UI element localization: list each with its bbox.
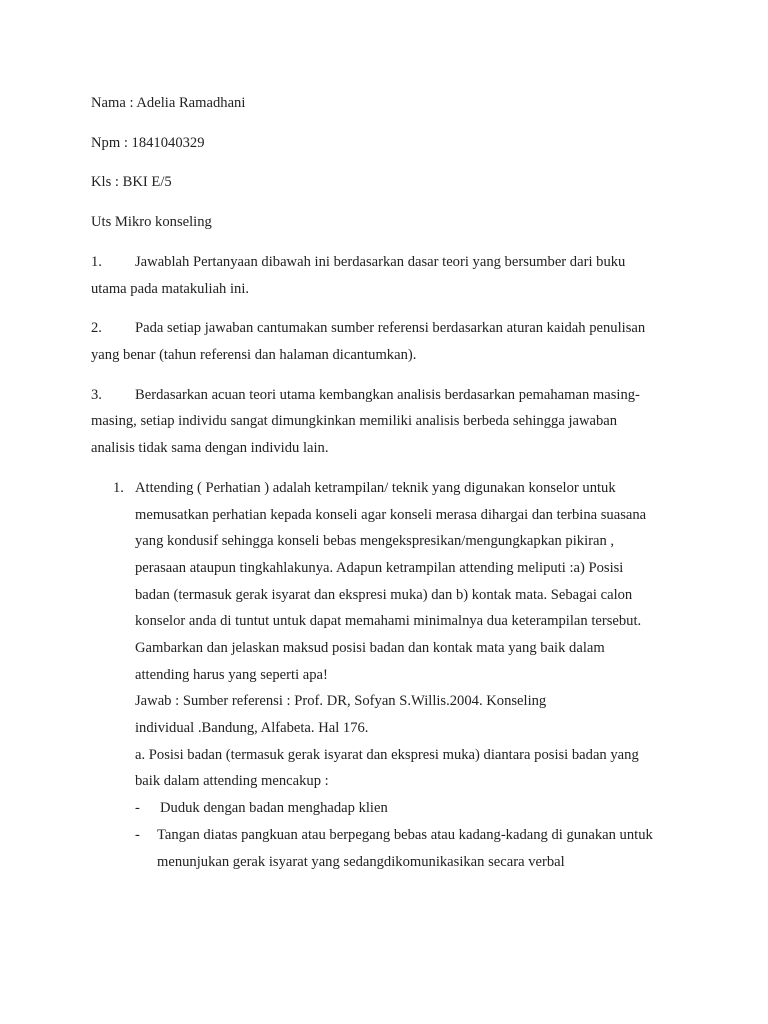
instruction-line: yang benar (tahun referensi dan halaman dicantumkan). [91,347,417,363]
answer-reference-line: individual .Bandung, Alfabeta. Hal 176. [135,720,369,736]
student-name: Nama : Adelia Ramadhani [91,95,246,111]
answer-reference-line: Jawab : Sumber referensi : Prof. DR, Sofyan S.Willis.2004. Konseling [135,693,547,709]
question-line: Gambarkan dan jelaskan maksud posisi badan dan kontak mata yang baik dalam [135,640,605,656]
question-line: konselor anda di tuntut untuk dapat memahami minimalnya dua keterampilan tersebut. [135,613,642,629]
instruction-line: masing, setiap individu sangat dimungkinkan memiliki analisis berbeda sehingga jawaban [91,413,618,429]
question-number: 1. [113,480,124,496]
student-npm: Npm : 1841040329 [91,135,205,151]
bullet-marker: - [135,800,140,816]
bullet-line: menunjukan gerak isyarat yang sedangdikomunikasikan secara verbal [157,854,565,870]
answer-line: a. Posisi badan (termasuk gerak isyarat dan ekspresi muka) diantara posisi badan yang [135,747,639,763]
bullet-marker: - [135,827,140,843]
instruction-line: utama pada matakuliah ini. [91,281,250,297]
document-title: Uts Mikro konseling [91,214,212,230]
instruction-line: analisis tidak sama dengan individu lain. [91,440,329,456]
answer-line: baik dalam attending mencakup : [135,773,329,789]
instruction-number: 2. [91,320,102,336]
question-line: Attending ( Perhatian ) adalah ketrampilan/ teknik yang digunakan konselor untuk [135,480,616,496]
question-line: badan (termasuk gerak isyarat dan ekspresi muka) dan b) kontak mata. Sebagai calon [135,587,633,603]
question-line: attending harus yang seperti apa! [135,667,328,683]
instruction-line: Pada setiap jawaban cantumakan sumber referensi berdasarkan aturan kaidah penulisan [135,320,646,336]
instruction-line: Berdasarkan acuan teori utama kembangkan analisis berdasarkan pemahaman masing- [135,387,640,403]
bullet-line: Duduk dengan badan menghadap klien [160,800,388,816]
bullet-line: Tangan diatas pangkuan atau berpegang bebas atau kadang-kadang di gunakan untuk [157,827,653,843]
question-line: memusatkan perhatian kepada konseli agar konseli merasa dihargai dan terbina suasana [135,507,647,523]
instruction-number: 1. [91,254,102,270]
instruction-number: 3. [91,387,102,403]
instruction-line: Jawablah Pertanyaan dibawah ini berdasarkan dasar teori yang bersumber dari buku [135,254,626,270]
question-line: perasaan ataupun tingkahlakunya. Adapun ketrampilan attending meliputi :a) Posisi [135,560,624,576]
question-line: yang kondusif sehingga konseli bebas mengekspresikan/mengungkapkan pikiran , [135,533,615,549]
student-class: Kls : BKI E/5 [91,174,172,190]
